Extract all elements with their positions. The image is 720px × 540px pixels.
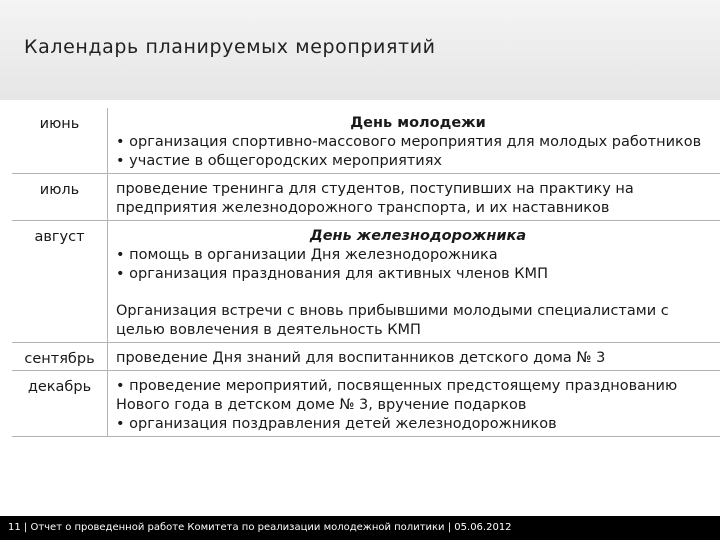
table-row [12, 221, 720, 343]
event-cell [108, 371, 720, 437]
event-cell [108, 108, 720, 174]
spacer [116, 284, 720, 302]
table-row [12, 343, 720, 371]
event-cell [108, 174, 720, 221]
month-cell: июль [12, 174, 108, 221]
event-heading: День молодежи [350, 115, 486, 131]
month-cell: август [12, 221, 108, 343]
page-title: Календарь планируемых мероприятий [24, 36, 436, 58]
list-item: • организация спортивно-массового мероприятия для молодых работников [116, 133, 720, 152]
list-item: • помощь в организации Дня железнодорожника [116, 246, 720, 265]
month-cell: декабрь [12, 371, 108, 437]
table-row [12, 174, 720, 221]
table-row [12, 371, 720, 437]
footer-bar: 11 | Отчет о проведенной работе Комитета по реализации молодежной политики | 05.06.2012 [0, 516, 720, 540]
list-item: • проведение мероприятий, посвященных предстоящему празднованию Нового года в детском доме № 3, вручение подарков [116, 377, 720, 415]
events-table [12, 108, 720, 437]
list-item: • участие в общегородских мероприятиях [116, 152, 720, 171]
event-cell [108, 343, 720, 371]
month-cell: июнь [12, 108, 108, 174]
event-text: Организация встречи с вновь прибывшими молодыми специалистами с целью вовлечения в деятельность КМП [116, 303, 669, 338]
event-heading: День железнодорожника [309, 228, 527, 244]
month-cell: сентябрь [12, 343, 108, 371]
event-text: проведение тренинга для студентов, поступивших на практику на предприятия железнодорожного транспорта, и их наставников [116, 181, 634, 216]
event-cell [108, 221, 720, 343]
list-item: • организация празднования для активных членов КМП [116, 265, 720, 284]
table-row [12, 108, 720, 174]
header-band [0, 0, 720, 100]
list-item: • организация поздравления детей железнодорожников [116, 415, 720, 434]
event-text: проведение Дня знаний для воспитанников детского дома № 3 [116, 350, 606, 366]
